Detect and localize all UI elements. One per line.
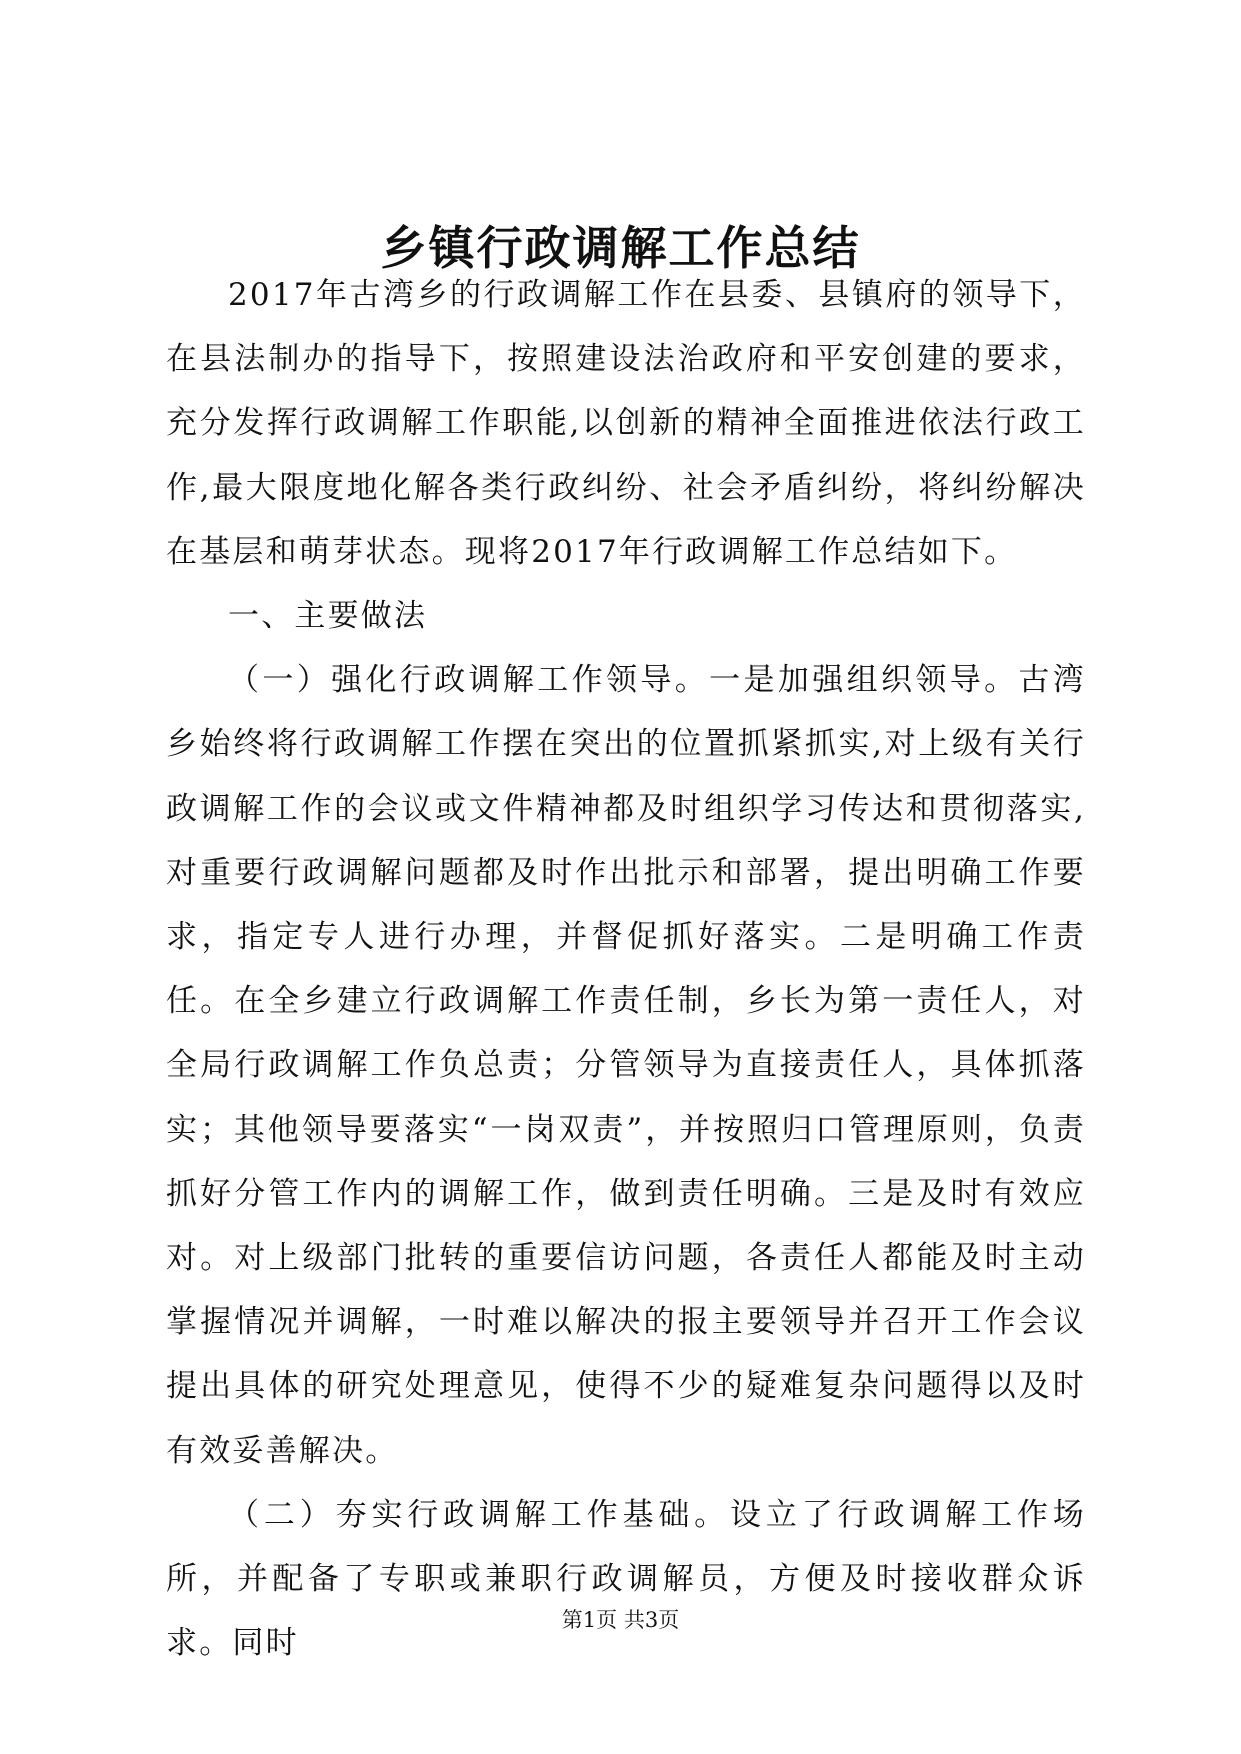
intro-paragraph: 2017年古湾乡的行政调解工作在县委、县镇府的领导下，在县法制办的指导下，按照建设法治政府和平安创建的要求，充分发挥行政调解工作职能,以创新的精神全面推进依法行政工作,最大限度地化解各类行政纠纷、社会矛盾纠纷，将纠纷解决在基层和萌芽状态。现将2017年行政调解工作总结如下。 (166, 277, 1086, 570)
document-title: 乡镇行政调解工作总结 (380, 221, 861, 275)
page-footer: 第1页 共3页 (561, 1608, 680, 1632)
section-heading: 一、主要做法 (228, 598, 428, 635)
subsection-paragraph-1: （一）强化行政调解工作领导。一是加强组织领导。古湾乡始终将行政调解工作摆在突出的位置抓紧抓实,对上级有关行政调解工作的会议或文件精神都及时组织学习传达和贯彻落实,对重要行政调解问题都及时作出批示和部署，提出明确工作要求，指定专人进行办理，并督促抓好落实。二是明确工作责任。在全乡建立行政调解工作责任制，乡长为第一责任人，对全局行政调解工作负总责；分管领导为直接责任人，具体抓落实；其他领导要落实“一岗双责”，并按照归口管理原则，负责抓好分管工作内的调解工作，做到责任明确。三是及时有效应对。对上级部门批转的重要信访问题，各责任人都能及时主动掌握情况并调解，一时难以解决的报主要领导并召开工作会议提出具体的研究处理意见，使得不少的疑难复杂问题得以及时有效妥善解决。 (166, 662, 1086, 1469)
subsection-paragraph-2: （二）夯实行政调解工作基础。设立了行政调解工作场所，并配备了专职或兼职行政调解员，方便及时接收群众诉求。同时 (166, 1496, 1086, 1662)
document-body (166, 263, 1086, 1675)
